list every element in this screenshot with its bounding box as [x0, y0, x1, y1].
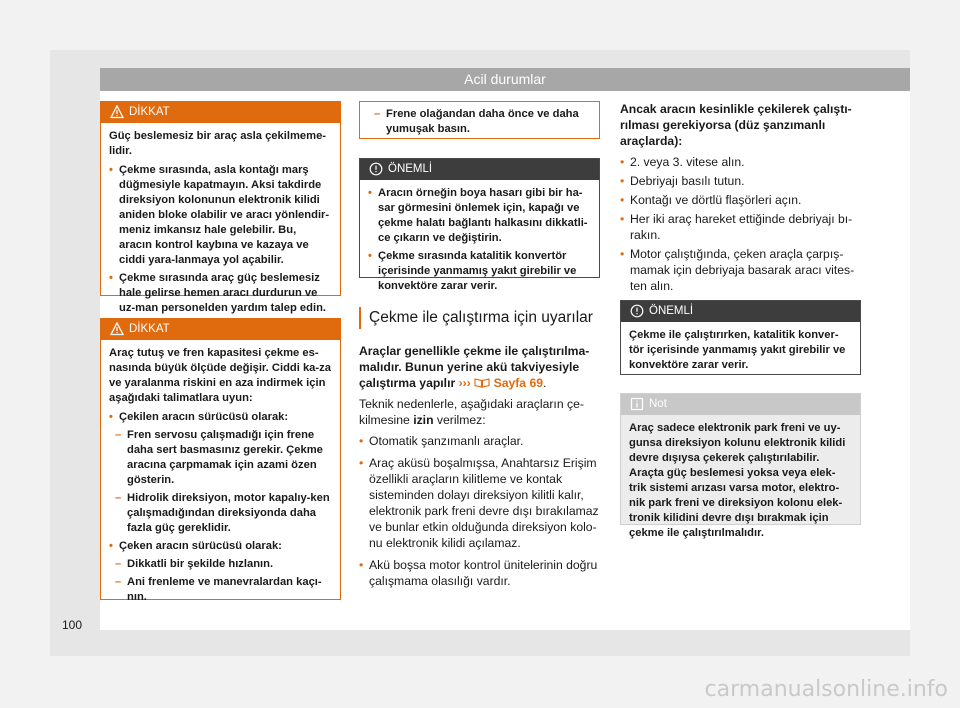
note-title: Not [649, 398, 667, 410]
important-bullet: • Aracın örneğin boya hasarı gibi bir ha-sar görmesini önlemek için, kapağı ve çekme halatı bağlantı halkasını dikkatli-ce çıkarın ve değiştirin. [368, 186, 591, 246]
important-box-1 [359, 158, 600, 292]
section-paragraph: Teknik nedenlerle, aşağıdaki araçların çe-kilmesine [359, 397, 584, 427]
note-box [620, 393, 861, 539]
warning-bullet: • Çeken aracın sürücüsü olarak: [109, 539, 332, 554]
right-bullet: • Debriyajı basılı tutun. [620, 173, 860, 189]
warning-intro: Araç tutuş ve fren kapasitesi çekme es-nasında büyük ölçüde değişir. Ciddi ka-za ve yaralanma riskini en aza indirmek için aşağıdaki talimatlara uyun: [109, 347, 331, 404]
page-number: 100 [62, 618, 83, 632]
right-intro: Ancak aracın kesinlikle çekilerek çalıştı-rılması gerekiyorsa (düz şanzımanlı araçlarda): [620, 102, 852, 148]
page-paper [100, 91, 910, 630]
info-circle-icon [369, 162, 383, 176]
warning-title: DİKKAT [129, 323, 170, 335]
important-bullet: • Çekme sırasında katalitik konvertör içerisinde yanmamış yakıt girebilir ve konvektöre zarar verir. [368, 249, 591, 294]
section-intro: Araçlar genellikle çekme ile çalıştırılma-malıdır. Bunun yerine akü takviyesiyle çalıştırma yapılır [359, 344, 590, 390]
note-header [621, 394, 860, 415]
warning-header [101, 319, 340, 340]
manual-page [50, 50, 910, 656]
section-bullet: • Otomatik şanzımanlı araçlar. [359, 433, 599, 449]
warning-box-2 [100, 318, 341, 603]
warning-triangle-icon [110, 105, 124, 119]
important-title: ÖNEMLİ [649, 305, 694, 317]
book-icon [474, 377, 490, 388]
important-text: Çekme ile çalıştırırken, katalitik konver-tör içerisinde yanmamış yakıt girebilir ve konvektöre zarar verir. [629, 329, 846, 371]
right-column [620, 101, 860, 297]
warning-title: DİKKAT [129, 106, 170, 118]
right-bullet: • Her iki araç hareket ettiğinde debriyajı bı-rakın. [620, 211, 860, 243]
important-header [360, 159, 599, 180]
info-circle-icon [630, 304, 644, 318]
warning-bullet: • Çekme sırasında araç güç beslemesiz hale gelirse hemen aracı durdurun ve uz-man personelden yardım talep edin. [109, 271, 332, 316]
right-bullet: • 2. veya 3. vitese alın. [620, 154, 860, 170]
warning-bullet: • Çekme sırasında, asla kontağı marş düğmesiyle kapatmayın. Aksi takdirde direksiyon kolonunun elektronik kilidi aniden bloke olabilir ve aracı yönlendir-meniz imkansız hale gelebilir. Bu, aracın kontrol kaybına ve kazaya ve ciddi yara-lanmaya yol açabilir. [109, 163, 332, 268]
right-bullet: • Motor çalıştığında, çeken araçla çarpış-mamak için debriyaja basarak aracı vites-ten alın. [620, 246, 860, 294]
warning-header [101, 102, 340, 123]
warning-box-continued [359, 101, 600, 139]
arrows-marker: ››› [458, 376, 471, 390]
note-text: Araç sadece elektronik park freni ve uy-gunsa direksiyon kolunu elektronik kilidi devre dışıysa çekerek çalıştırılabilir. Araçta güç beslemesi yoksa veya elek-trik sistemi arızası varsa motor, elektro-nik park freni ve direksiyon kolonu elek-tronik kilidini devre dışı bırakmak için çekme ile çalıştırılmalıdır. [629, 422, 846, 539]
watermark: carmanualsonline.info [704, 677, 948, 702]
right-bullet: • Kontağı ve dörtlü flaşörleri açın. [620, 192, 860, 208]
section-paragraph-bold: izin [413, 413, 434, 427]
warning-dash-item: – Fren servosu çalışmadığı için frene daha sert basmasınız gerekir. Çekme aracına çarpmamak için azami özen gösterin. [109, 428, 332, 488]
section-bullet: • Akü boşsa motor kontrol ünitelerinin doğru çalışmama olasılığı vardır. [359, 557, 599, 589]
warning-intro: Güç beslemesiz bir araç asla çekilmeme-lidir. [109, 130, 327, 157]
warning-dash-item: – Ani frenleme ve manevralardan kaçı-nın. [109, 575, 332, 605]
warning-triangle-icon [110, 322, 124, 336]
important-header [621, 301, 860, 322]
section-heading: Çekme ile çalıştırma için uyarılar [359, 307, 599, 329]
page-header: Acil durumlar [100, 68, 910, 91]
important-box-2 [620, 300, 861, 375]
warning-bullet: • Çekilen aracın sürücüsü olarak: [109, 410, 332, 425]
info-square-icon [630, 397, 644, 411]
important-title: ÖNEMLİ [388, 163, 433, 175]
warning-box-1 [100, 101, 341, 314]
warning-dash-item: – Frene olağandan daha önce ve daha yumuşak basın. [368, 107, 591, 137]
page-reference-link[interactable]: Sayfa 69 [493, 376, 544, 390]
warning-dash-item: – Hidrolik direksiyon, motor kapalıy-ken çalışmadığından direksiyonda daha fazla güç gereklidir. [109, 491, 332, 536]
section-paragraph-end: verilmez: [436, 413, 486, 427]
warning-dash-item: – Dikkatli bir şekilde hızlanın. [109, 557, 332, 572]
section-bullet: • Araç aküsü boşalmışsa, Anahtarsız Erişim özellikli araçların kilitleme ve kontak sisteminden dolayı direksiyon kilitli kalır, elektronik park freni devre dışı bırakılamaz ve bunlar etkin olduğunda direksiyon kolo-nu elektronik kilidi açılamaz. [359, 455, 599, 551]
section-body: Araçlar genellikle çekme ile çalıştırılma-malıdır. Bunun yerine akü takviyesiyle çalıştırma yapılır ››› Sayfa 69. Teknik nedenlerle, aşağıdaki araçların çe-kilmesine izin verilmez: • Otomatik şanzımanlı araçlar. • Araç aküsü boşalmışsa, Anahtarsız Erişim özellikli araçların kilitleme ve kontak sisteminden dolayı direksiyon kilitli kalır, elektronik park freni devre dışı bırakılamaz ve bunlar etkin olduğunda direksiyon kolo-nu elektronik kilidi açılamaz. • Akü boşsa motor kontrol ünitelerinin doğru çalışmama olasılığı vardır. [359, 343, 599, 592]
